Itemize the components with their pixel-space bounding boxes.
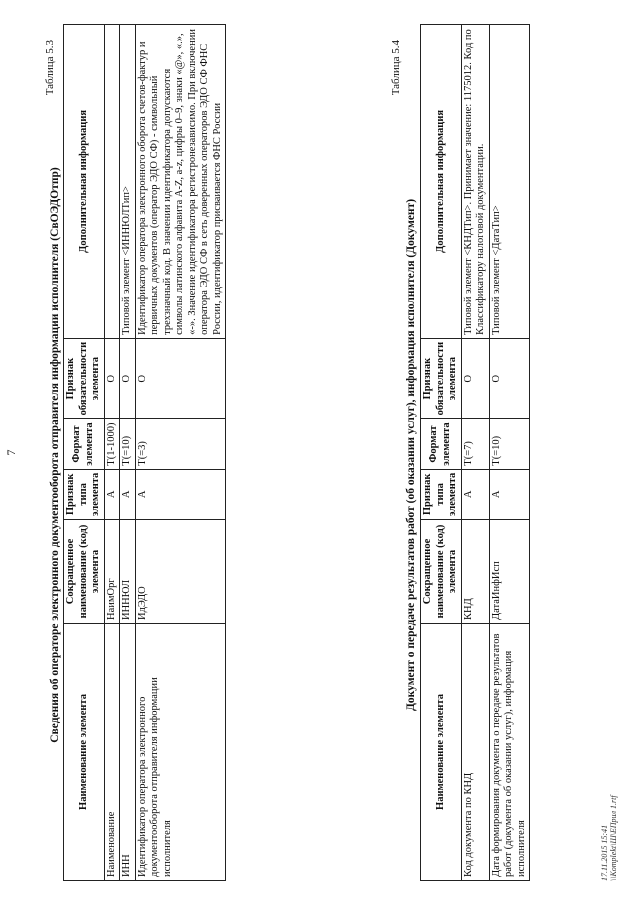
col-header-type: Признак типа элемента	[64, 469, 105, 519]
cell-format: T(=7)	[461, 419, 489, 469]
table-5-3	[63, 24, 226, 881]
col-header-required: Признак обязательности элемента	[421, 338, 462, 419]
table-row	[461, 24, 489, 880]
cell-required: О	[461, 338, 489, 419]
footer-date: 17.11.2015 15:41	[600, 824, 609, 881]
cell-format: T(1-1000)	[104, 419, 120, 469]
table-row	[120, 24, 136, 880]
cell-required: О	[104, 338, 120, 419]
cell-code: НаимОрг	[104, 520, 120, 624]
cell-format: T(=10)	[489, 419, 530, 469]
cell-required: О	[120, 338, 136, 419]
cell-type: А	[135, 469, 226, 519]
footer-stamp	[600, 795, 618, 881]
col-header-code: Сокращенное наименование (код) элемента	[64, 520, 105, 624]
cell-info: Идентификатор оператора электронного оборота счетов-фактур и первичных документов (оператор ЭДО СФ) - символьный трехзначный код. В значении идентификатора допускаются символы латинского алфавита A-Z, a-z, цифры 0–9, знаки «@», «.», «-». Значение идентификатора регистронезависимо. При включении оператора ЭДО СФ в сеть доверенных операторов ЭДО СФ ФНС России, идентификатор присваивается ФНС России	[135, 24, 226, 338]
cell-info	[104, 24, 120, 338]
cell-required: О	[489, 338, 530, 419]
page-number: 7	[4, 449, 18, 456]
table-header-row	[421, 24, 462, 880]
col-header-type: Признак типа элемента	[421, 469, 462, 519]
col-header-required: Признак обязательности элемента	[64, 338, 105, 419]
cell-type: А	[104, 469, 120, 519]
footer-file-path: \\Komplekt\Ш\ЕПрил 1.rtf	[609, 795, 618, 881]
cell-code: ДатаИнфИсп	[489, 520, 530, 624]
cell-type: А	[489, 469, 530, 519]
table-5-3-title: Сведения об операторе электронного документооборота отправителя информации исполнителя (СвОЭДОтпр)	[49, 167, 61, 743]
table-header-row	[64, 24, 105, 880]
cell-format: T(=10)	[120, 419, 136, 469]
col-header-format: Формат элемента	[64, 419, 105, 469]
cell-type: А	[461, 469, 489, 519]
col-header-info: Дополнительная информация	[421, 24, 462, 338]
cell-info: Типовой элемент <ДатаТип>	[489, 24, 530, 338]
col-header-name: Наименование элемента	[64, 624, 105, 881]
table-5-4-caption: Таблица 5.4	[390, 40, 402, 96]
cell-code: ИдЭДО	[135, 520, 226, 624]
cell-info: Типовой элемент <КНДТип>. Принимает значение: 1175012. Код по Классификатору налоговой документации.	[461, 24, 489, 338]
cell-name: Дата формирования документа о передаче результатов работ (документа об оказании услуг), информация исполнителя	[489, 624, 530, 881]
col-header-info: Дополнительная информация	[64, 24, 105, 338]
cell-type: А	[120, 469, 136, 519]
table-5-4-title: Документ о передаче результатов работ (об оказании услуг), информация исполнителя (Документ)	[405, 198, 417, 712]
cell-code: ИННЮЛ	[120, 520, 136, 624]
col-header-code: Сокращенное наименование (код) элемента	[421, 520, 462, 624]
col-header-name: Наименование элемента	[421, 624, 462, 881]
cell-name: Наименование	[104, 624, 120, 881]
cell-format: T(=3)	[135, 419, 226, 469]
table-5-4	[420, 24, 530, 881]
col-header-format: Формат элемента	[421, 419, 462, 469]
cell-code: КНД	[461, 520, 489, 624]
table-row	[489, 24, 530, 880]
cell-info: Типовой элемент <ИННЮЛТип>	[120, 24, 136, 338]
cell-name: Код документа по КНД	[461, 624, 489, 881]
table-row	[135, 24, 226, 880]
cell-name: Идентификатор оператора электронного документооборота отправителя информации исполнителя	[135, 624, 226, 881]
cell-required: О	[135, 338, 226, 419]
table-5-3-caption: Таблица 5.3	[44, 40, 56, 96]
table-row	[104, 24, 120, 880]
cell-name: ИНН	[120, 624, 136, 881]
